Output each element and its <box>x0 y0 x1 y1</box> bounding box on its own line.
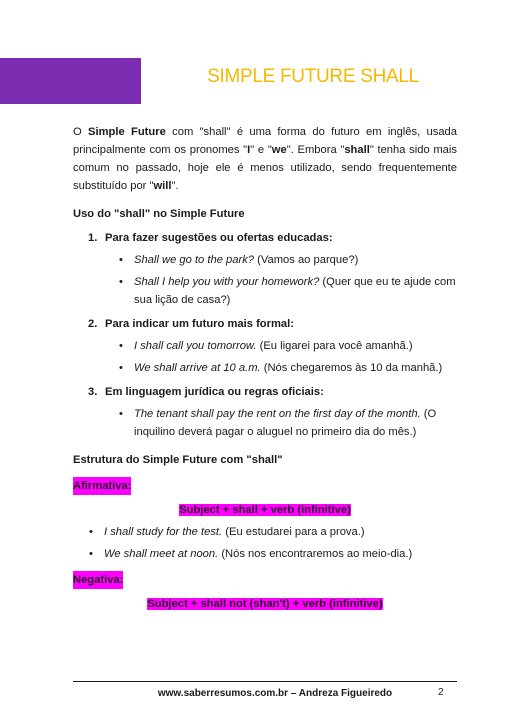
item-label: Para indicar um futuro mais formal: <box>105 318 294 330</box>
example-bullet <box>73 359 457 377</box>
example-english: We shall meet at noon. <box>104 548 219 560</box>
example-bullet <box>73 405 457 441</box>
bullet-icon: • <box>119 276 123 288</box>
example-bullet <box>73 251 457 269</box>
intro-text: com "shall" é uma forma do futuro em inglês, usada principalmente com os pronomes " <box>73 126 457 156</box>
intro-text: " tenha sido mais comum no passado, hoje ele é menos utilizado, sendo frequentemente substituído por " <box>73 144 457 192</box>
intro-bold-term: shall <box>344 144 370 156</box>
bullet-icon: • <box>89 548 93 560</box>
example-english: Shall we go to the park? <box>134 254 255 266</box>
intro-text: " e " <box>250 144 272 156</box>
example-translation: (O inquilino deverá pagar o aluguel no primeiro dia do mês.) <box>134 408 437 438</box>
afirmativa-formula-row <box>73 501 457 519</box>
intro-text: ". Embora " <box>286 144 345 156</box>
example-translation: (Eu ligarei para você amanhã.) <box>256 340 413 352</box>
example-bullet <box>73 523 457 541</box>
example-english: The tenant shall pay the rent on the first day of the month. <box>134 408 421 420</box>
afirmativa-label: Afirmativa: <box>73 477 131 495</box>
section-heading-uso: Uso do "shall" no Simple Future <box>73 208 245 220</box>
bullet-icon: • <box>119 362 123 374</box>
negativa-label: Negativa: <box>73 571 123 589</box>
example-bullet <box>73 273 457 309</box>
example-translation: (Nós chegaremos às 10 da manhã.) <box>260 362 443 374</box>
usage-item <box>73 315 457 333</box>
negativa-formula: Subject + shall not (shan't) + verb (infinitive) <box>147 598 383 610</box>
example-english: I shall study for the test. <box>104 526 223 538</box>
example-english: We shall arrive at 10 a.m. <box>134 362 261 374</box>
example-english: Shall I help you with your homework? <box>134 276 320 288</box>
intro-bold-term: will <box>153 180 172 192</box>
bullet-icon: • <box>119 340 123 352</box>
example-translation: (Quer que eu te ajude com sua lição de casa?) <box>134 276 456 306</box>
page-number: 2 <box>438 687 444 698</box>
intro-text: O <box>73 126 89 138</box>
page-title: SIMPLE FUTURE SHALL <box>207 66 419 87</box>
item-number: 1. <box>88 232 98 244</box>
example-translation: (Vamos ao parque?) <box>254 254 359 266</box>
intro-bold-term: we <box>271 144 287 156</box>
footer-text: www.saberresumos.com.br – Andreza Figueiredo <box>157 688 393 699</box>
example-english: I shall call you tomorrow. <box>134 340 257 352</box>
main-content <box>73 123 457 613</box>
item-number: 2. <box>88 318 98 330</box>
afirmativa-formula: Subject + shall + verb (infinitive) <box>179 504 351 516</box>
footer-divider <box>73 681 457 682</box>
intro-bold-term: Simple Future <box>88 126 166 138</box>
header-accent-block <box>0 58 141 104</box>
negativa-formula-row <box>73 595 457 613</box>
example-translation: (Nós nos encontraremos ao meio-dia.) <box>218 548 413 560</box>
usage-item <box>73 229 457 247</box>
example-bullet <box>73 337 457 355</box>
example-translation: (Eu estudarei para a prova.) <box>222 526 365 538</box>
example-bullet <box>73 545 457 563</box>
item-label: Em linguagem jurídica ou regras oficiais: <box>105 386 324 398</box>
bullet-icon: • <box>89 526 93 538</box>
item-label: Para fazer sugestões ou ofertas educadas: <box>105 232 333 244</box>
item-number: 3. <box>88 386 98 398</box>
intro-bold-term: I <box>247 144 251 156</box>
intro-paragraph <box>73 123 457 195</box>
usage-item <box>73 383 457 401</box>
bullet-icon: • <box>119 254 123 266</box>
bullet-icon: • <box>119 408 123 420</box>
section-heading-estrutura: Estrutura do Simple Future com "shall" <box>73 454 283 466</box>
intro-text: ". <box>171 180 179 192</box>
